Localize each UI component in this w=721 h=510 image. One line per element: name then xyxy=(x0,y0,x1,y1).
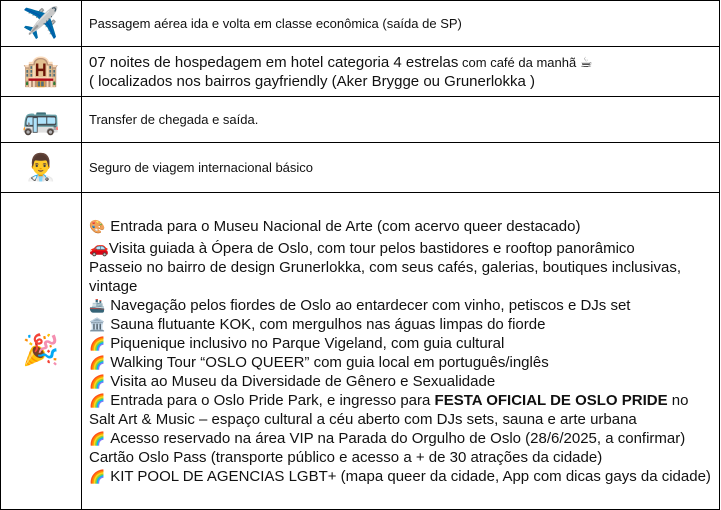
list-item-text: Visita guiada à Ópera de Oslo, com tour pelos bastidores e rooftop panorâmico xyxy=(108,239,635,257)
icon-cell xyxy=(1,1,82,47)
hotel-nights-text: 07 noites de hospedagem em hotel categoria 4 estrelas xyxy=(89,53,459,71)
list-item-text: Walking Tour “OSLO QUEER” com guia local em português/inglês xyxy=(110,353,549,371)
breakfast-text: com café da manhã xyxy=(458,54,580,70)
list-item xyxy=(89,334,715,353)
list-item xyxy=(89,467,715,486)
bus-icon: 🚌 xyxy=(22,102,60,136)
list-item xyxy=(89,296,715,315)
rainbow-icon: 🌈 xyxy=(89,392,106,408)
airfare-text: Passagem aérea ida e volta em classe econômica (saída de SP) xyxy=(89,16,462,31)
list-item-text: Visita ao Museu da Diversidade de Gênero e Sexualidade xyxy=(110,372,496,390)
icon-cell xyxy=(1,193,82,510)
hotel-neighborhoods-text: ( localizados nos bairros gayfriendly (Aker Brygge ou Grunerlokka ) xyxy=(89,72,536,90)
table-row xyxy=(1,143,720,193)
list-item-text: Passeio no bairro de design Grunerlokka, com seus cafés, galerias, boutiques inclusivas, vintage xyxy=(89,258,681,295)
coffee-icon: ☕ xyxy=(579,53,593,70)
rainbow-icon: 🌈 xyxy=(89,354,106,370)
text-cell xyxy=(82,143,720,193)
hotel-line-1 xyxy=(89,53,715,72)
icon-cell xyxy=(1,97,82,143)
hotel-icon: 🏨 xyxy=(22,54,60,88)
list-item-text: Piquenique inclusivo no Parque Vigeland, com guia cultural xyxy=(110,334,505,352)
list-item-text: Entrada para o Oslo Pride Park, e ingresso para xyxy=(110,391,435,409)
table-row xyxy=(1,47,720,97)
list-item xyxy=(89,258,715,296)
list-item xyxy=(89,239,715,258)
list-item-text: Acesso reservado na área VIP na Parada do Orgulho de Oslo (28/6/2025, a confirmar) xyxy=(110,429,686,447)
airplane-icon: ✈️ xyxy=(22,6,60,40)
list-item-text: KIT POOL DE AGENCIAS LGBT+ (mapa queer da cidade, App com dicas gays da cidade) xyxy=(110,467,711,485)
text-cell xyxy=(82,97,720,143)
list-item-text: Entrada para o Museu Nacional de Arte (com acervo queer destacado) xyxy=(110,217,581,235)
list-item xyxy=(89,315,715,334)
transfer-text: Transfer de chegada e saída. xyxy=(89,112,259,127)
rainbow-icon: 🌈 xyxy=(89,335,106,351)
text-cell xyxy=(82,1,720,47)
rainbow-icon: 🌈 xyxy=(89,430,106,446)
classical-building-icon: 🏛️ xyxy=(89,316,106,332)
party-popper-icon: 🎉 xyxy=(22,334,60,367)
list-item xyxy=(89,448,715,467)
list-item xyxy=(89,429,715,448)
list-item xyxy=(89,353,715,372)
table-row xyxy=(1,97,720,143)
icon-cell xyxy=(1,143,82,193)
table-row xyxy=(1,1,720,47)
list-item-text: Sauna flutuante KOK, com mergulhos nas águas limpas do fiorde xyxy=(110,315,546,333)
pride-party-title: FESTA OFICIAL DE OSLO PRIDE xyxy=(434,391,668,409)
list-item-text: Cartão Oslo Pass (transporte público e acesso a + de 30 atrações da cidade) xyxy=(89,448,603,466)
list-item-text: Navegação pelos fiordes de Oslo ao entardecer com vinho, petiscos e DJs set xyxy=(110,296,631,314)
list-item-text: no Salt Art & Music – espaço cultural a céu aberto com DJs sets, sauna e arte urbana xyxy=(89,391,689,428)
ship-icon: 🚢 xyxy=(89,297,106,313)
list-item xyxy=(89,217,715,236)
icon-cell xyxy=(1,47,82,97)
rainbow-icon: 🌈 xyxy=(89,468,106,484)
text-cell xyxy=(82,47,720,97)
list-item xyxy=(89,372,715,391)
rainbow-icon: 🌈 xyxy=(89,373,106,389)
table-row xyxy=(1,193,720,510)
health-worker-icon: 👨‍⚕️ xyxy=(24,152,58,182)
palette-icon: 🎨 xyxy=(89,218,106,234)
car-icon: 🚗 xyxy=(89,239,109,257)
list-item xyxy=(89,391,715,429)
experiences-cell xyxy=(82,193,720,510)
insurance-text: Seguro de viagem internacional básico xyxy=(89,160,314,175)
